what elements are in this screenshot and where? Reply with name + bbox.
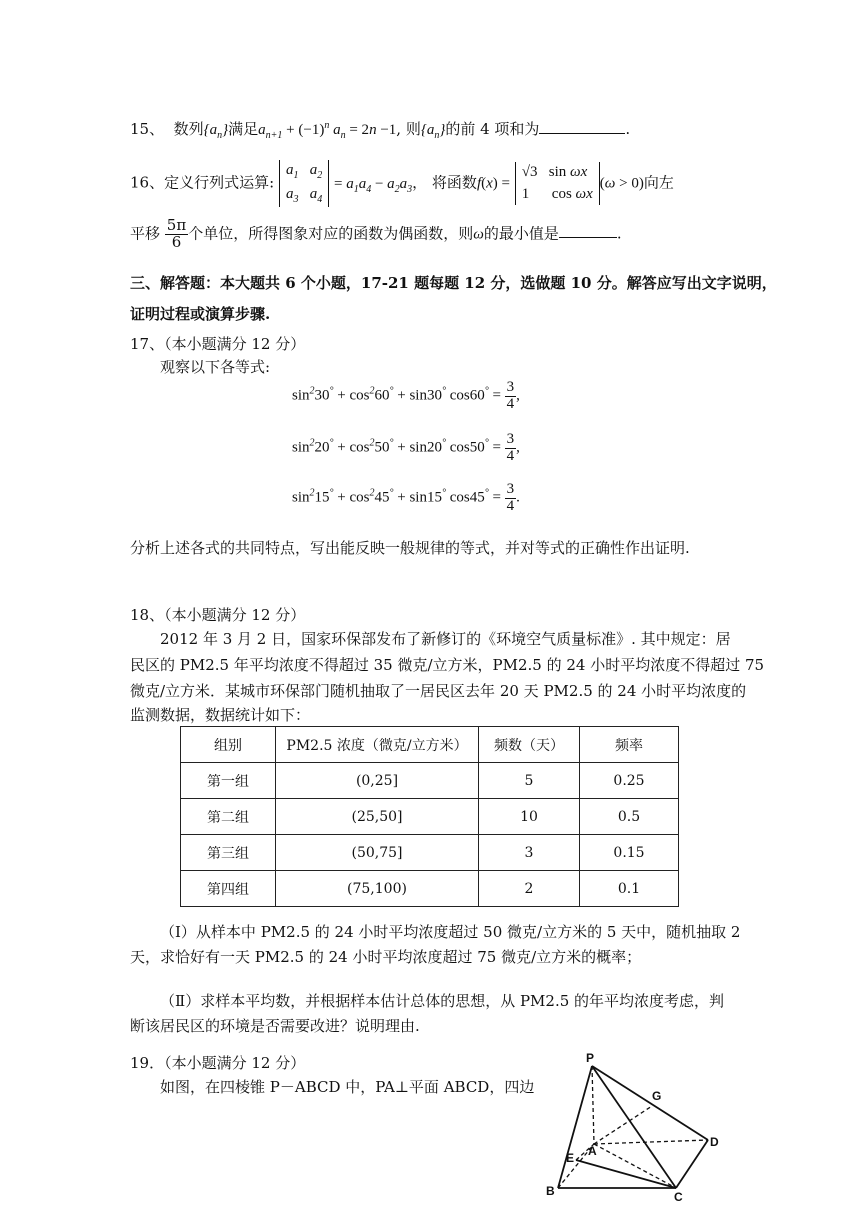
table-row: [181, 799, 679, 835]
q17-equation-1: $\sin^230^\circ + \cos^260^\circ + \sin 30^\circ$ cos60° = $\frac{3}{4}$ ,: [292, 379, 520, 412]
q19-heading: 19．（本小题满分 12 分）: [130, 1054, 306, 1072]
table-cell: 第三组: [181, 835, 276, 871]
table-header: PM2.5 浓度（微克/立方米）: [276, 727, 479, 763]
table-header: 频率: [580, 727, 679, 763]
sequence-an-2: $\{a_n\}$: [420, 122, 446, 141]
table-header: 频数（天）: [479, 727, 580, 763]
q16-text-2: ， 将函数: [412, 173, 477, 192]
q16-line-2: [130, 218, 622, 251]
q18-paragraph-3: 微克/立方米．某城市环保部门随机抽取了一居民区去年 20 天 PM2.5 的 24 小时平均浓度的: [130, 682, 747, 700]
section-3-heading-line-1: 三、解答题：本大题共 6 个小题，17-21 题每题 12 分，选做题 10 分。解答应写出文字说明，: [130, 274, 777, 292]
shift-denominator: 6: [171, 232, 182, 251]
table-header: 组别: [181, 727, 276, 763]
q16-number: 16、: [130, 173, 165, 192]
vertex-label-b: B: [546, 1184, 555, 1198]
q18-part-ii-line-2: 断该居民区的环境是否需要改进？说明理由.: [130, 1017, 420, 1035]
table-cell: (50,75]: [276, 835, 479, 871]
table-cell: 5: [479, 763, 580, 799]
determinant-formula: = $a_1a_4 - a_2a_3$: [333, 175, 413, 195]
q18-part-i-line-1: （Ⅰ）从样本中 PM2.5 的 24 小时平均浓度超过 50 微克/立方米的 5 天中，随机抽取 2: [160, 923, 741, 941]
q18-paragraph-1: 2012 年 3 月 2 日，国家环保部发布了新修订的《环境空气质量标准》. 其中规定：居: [160, 630, 731, 648]
table-cell: (25,50]: [276, 799, 479, 835]
shift-fraction: [165, 218, 188, 251]
table-cell: (0,25]: [276, 763, 479, 799]
q17-fraction-3: $\frac{3}{4}$: [506, 481, 515, 514]
table-row: [181, 763, 679, 799]
table-cell: 3: [479, 835, 580, 871]
edge-pd: [592, 1066, 708, 1140]
q16-text-6: 的最小值是: [483, 224, 559, 243]
section-3-heading-line-2: 证明过程或演算步骤.: [130, 305, 271, 323]
vertex-label-a: A: [588, 1144, 597, 1158]
q16-text-1: 定义行列式运算:: [164, 173, 275, 192]
q17-equation-2: $\sin^220^\circ + \cos^250^\circ + \sin 20^\circ$ cos50° = $\frac{3}{4}$ ,: [292, 431, 520, 464]
table-row: [181, 871, 679, 907]
table-cell: 0.15: [580, 835, 679, 871]
q15-number: 15、: [130, 120, 165, 138]
vertex-label-d: D: [710, 1135, 719, 1149]
q15-text-1: 数列: [173, 120, 204, 138]
q17-intro: 观察以下各等式:: [160, 358, 271, 376]
q15-end: .: [625, 120, 631, 138]
q15-line: [130, 118, 630, 141]
determinant-definition: $a_1$ $a_2$ $a_3$ $a_4$: [279, 160, 329, 207]
function-fx: f(x) =: [476, 175, 510, 192]
q16-text-5: 个单位，所得图象对应的函数为偶函数，则: [188, 224, 474, 243]
q15-formula: $a_{n+1} + (-1)^n$ $a_n = 2n -1$: [258, 120, 397, 141]
edge-ec: [576, 1160, 676, 1188]
q15-text-2: 满足: [228, 120, 259, 138]
q18-paragraph-4: 监测数据，数据统计如下：: [130, 706, 311, 724]
q16-end: .: [616, 224, 622, 243]
table-cell: 0.25: [580, 763, 679, 799]
q15-text-4: 的前 4 项和为: [445, 120, 540, 138]
q17-analysis: 分析上述各式的共同特点，写出能反映一般规律的等式，并对等式的正确性作出证明.: [130, 539, 690, 557]
q16-text-3: 向左: [643, 173, 674, 192]
omega-condition: (ω > 0): [599, 175, 644, 192]
omega-symbol: ω: [473, 226, 484, 243]
table-cell: 第二组: [181, 799, 276, 835]
vertex-label-p: P: [586, 1051, 595, 1065]
edge-ac: [594, 1144, 676, 1188]
q17-heading: 17、（本小题满分 12 分）: [130, 335, 306, 353]
q19-paragraph-1: 如图，在四棱锥 P－ABCD 中，PA⊥平面 ABCD，四边: [160, 1078, 535, 1096]
sequence-an: $\{a_n\}$: [203, 122, 229, 141]
q18-heading: 18、（本小题满分 12 分）: [130, 606, 306, 624]
q18-part-i-line-2: 天，求恰好有一天 PM2.5 的 24 小时平均浓度超过 75 微克/立方米的概率；: [130, 948, 642, 966]
q16-text-4: 平移: [130, 224, 161, 243]
edge-pa: [592, 1066, 594, 1144]
q16-answer-blank[interactable]: [559, 237, 617, 238]
q18-paragraph-2: 民区的 PM2.5 年平均浓度不得超过 35 微克/立方米，PM2.5 的 24 小时平均浓度不得超过 75: [130, 656, 765, 674]
q17-fraction-1: $\frac{3}{4}$: [506, 379, 515, 412]
table-cell: 第四组: [181, 871, 276, 907]
pm25-data-table: [180, 726, 679, 907]
table-header-row: [181, 727, 679, 763]
edge-ad: [594, 1140, 708, 1144]
pyramid-figure: [540, 1048, 740, 1206]
vertex-label-c: C: [674, 1190, 683, 1204]
table-cell: 10: [479, 799, 580, 835]
q17-fraction-2: $\frac{3}{4}$: [506, 431, 515, 464]
edge-pb: [558, 1066, 592, 1188]
vertex-label-e: E: [566, 1151, 575, 1165]
q17-equation-3: $\sin^215^\circ + \cos^245^\circ + \sin 15^\circ$ cos45° = $\frac{3}{4}$ .: [292, 481, 520, 514]
q15-text-3: , 则: [396, 120, 421, 138]
q16-line-1: [130, 160, 674, 207]
table-row: [181, 835, 679, 871]
edge-cd: [676, 1140, 708, 1188]
table-cell: 0.5: [580, 799, 679, 835]
q15-answer-blank[interactable]: [539, 133, 625, 134]
edge-pc: [592, 1066, 676, 1188]
table-cell: 第一组: [181, 763, 276, 799]
shift-numerator: 5π: [166, 216, 187, 234]
table-cell: 0.1: [580, 871, 679, 907]
table-cell: 2: [479, 871, 580, 907]
table-cell: (75,100): [276, 871, 479, 907]
q18-part-ii-line-1: （Ⅱ）求样本平均数，并根据样本估计总体的思想，从 PM2.5 的年平均浓度考虑，判: [160, 992, 725, 1010]
vertex-label-g: G: [652, 1089, 662, 1103]
function-determinant: √3 sin ωx 1 cos ωx: [515, 162, 600, 206]
